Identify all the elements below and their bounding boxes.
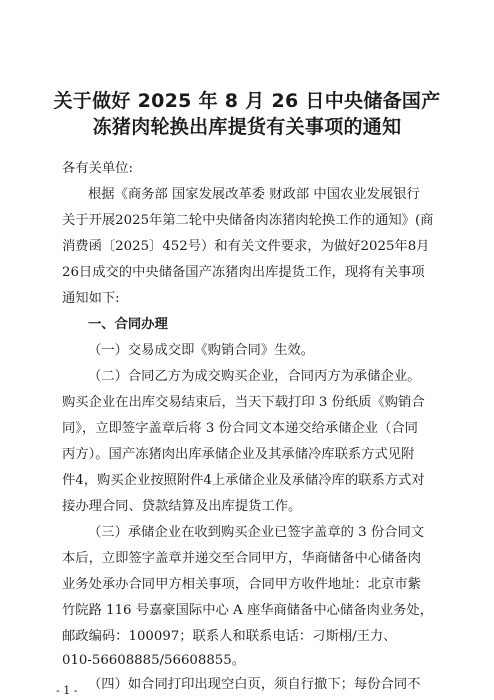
body-line-5: 通知如下: (62, 291, 120, 306)
item-4-line-1: （四）如合同打印出现空白页，须自行撤下；每份合同不 (88, 677, 421, 692)
item-2-line-5: 件4，购买企业按照附件4上承储企业及承储冷库的联系方式对 (62, 473, 425, 488)
body-line-1: 根据《商务部 国家发展改革委 财政部 中国农业发展银行 (88, 187, 420, 202)
item-1-line-1: （一）交易成交即《购销合同》生效。 (88, 343, 315, 358)
item-3-line-2: 本后，立即签字盖章并递交至合同甲方，华商储备中心储备肉 (62, 551, 422, 566)
page-number: - 1 - (56, 684, 78, 697)
item-3-line-1: （三）承储企业在收到购买企业已签字盖章的 3 份合同文 (88, 525, 425, 540)
item-3-line-6: 010-56608885/56608855。 (62, 653, 246, 668)
item-2-line-1: （二）合同乙方为成交购买企业，合同丙方为承储企业。 (88, 369, 421, 384)
body-line-4: 26日成交的中央储备国产冻猪肉出库提货工作，现将有关事项 (62, 265, 425, 280)
salutation: 各有关单位: (62, 161, 133, 176)
item-3-line-3: 业务处承办合同甲方相关事项，合同甲方收件地址：北京市紫 (62, 577, 422, 592)
item-3-line-4: 竹院路 116 号嘉豪国际中心 A 座华商储备中心储备肉业务处， (62, 603, 434, 618)
item-2-line-3: 同》，立即签字盖章后将 3 份合同文本递交给承储企业（合同 (62, 421, 418, 436)
item-2-line-6: 接办理合同、贷款结算及出库提货工作。 (62, 499, 302, 514)
item-3-line-5: 邮政编码：100097；联系人和联系电话：刁斯栩/王力、 (62, 629, 397, 644)
document-title-line-2: 冻猪肉轮换出库提货有关事项的通知 (92, 116, 402, 138)
section-heading-contract: 一、合同办理 (88, 317, 168, 332)
body-line-2: 关于开展2025年第二轮中央储备肉冻猪肉轮换工作的通知》(商 (62, 213, 434, 228)
item-2-line-4: 丙方）。国产冻猪肉出库承储企业及其承储冷库联系方式见附 (62, 447, 415, 462)
item-2-line-2: 购买企业在出库交易结束后，当天下载打印 3 份纸质《购销合 (62, 395, 425, 410)
document-title-line-1: 关于做好 2025 年 8 月 26 日中央储备国产 (53, 90, 441, 112)
body-line-3: 消费函〔2025〕452号）和有关文件要求，为做好2025年8月 (62, 239, 430, 254)
